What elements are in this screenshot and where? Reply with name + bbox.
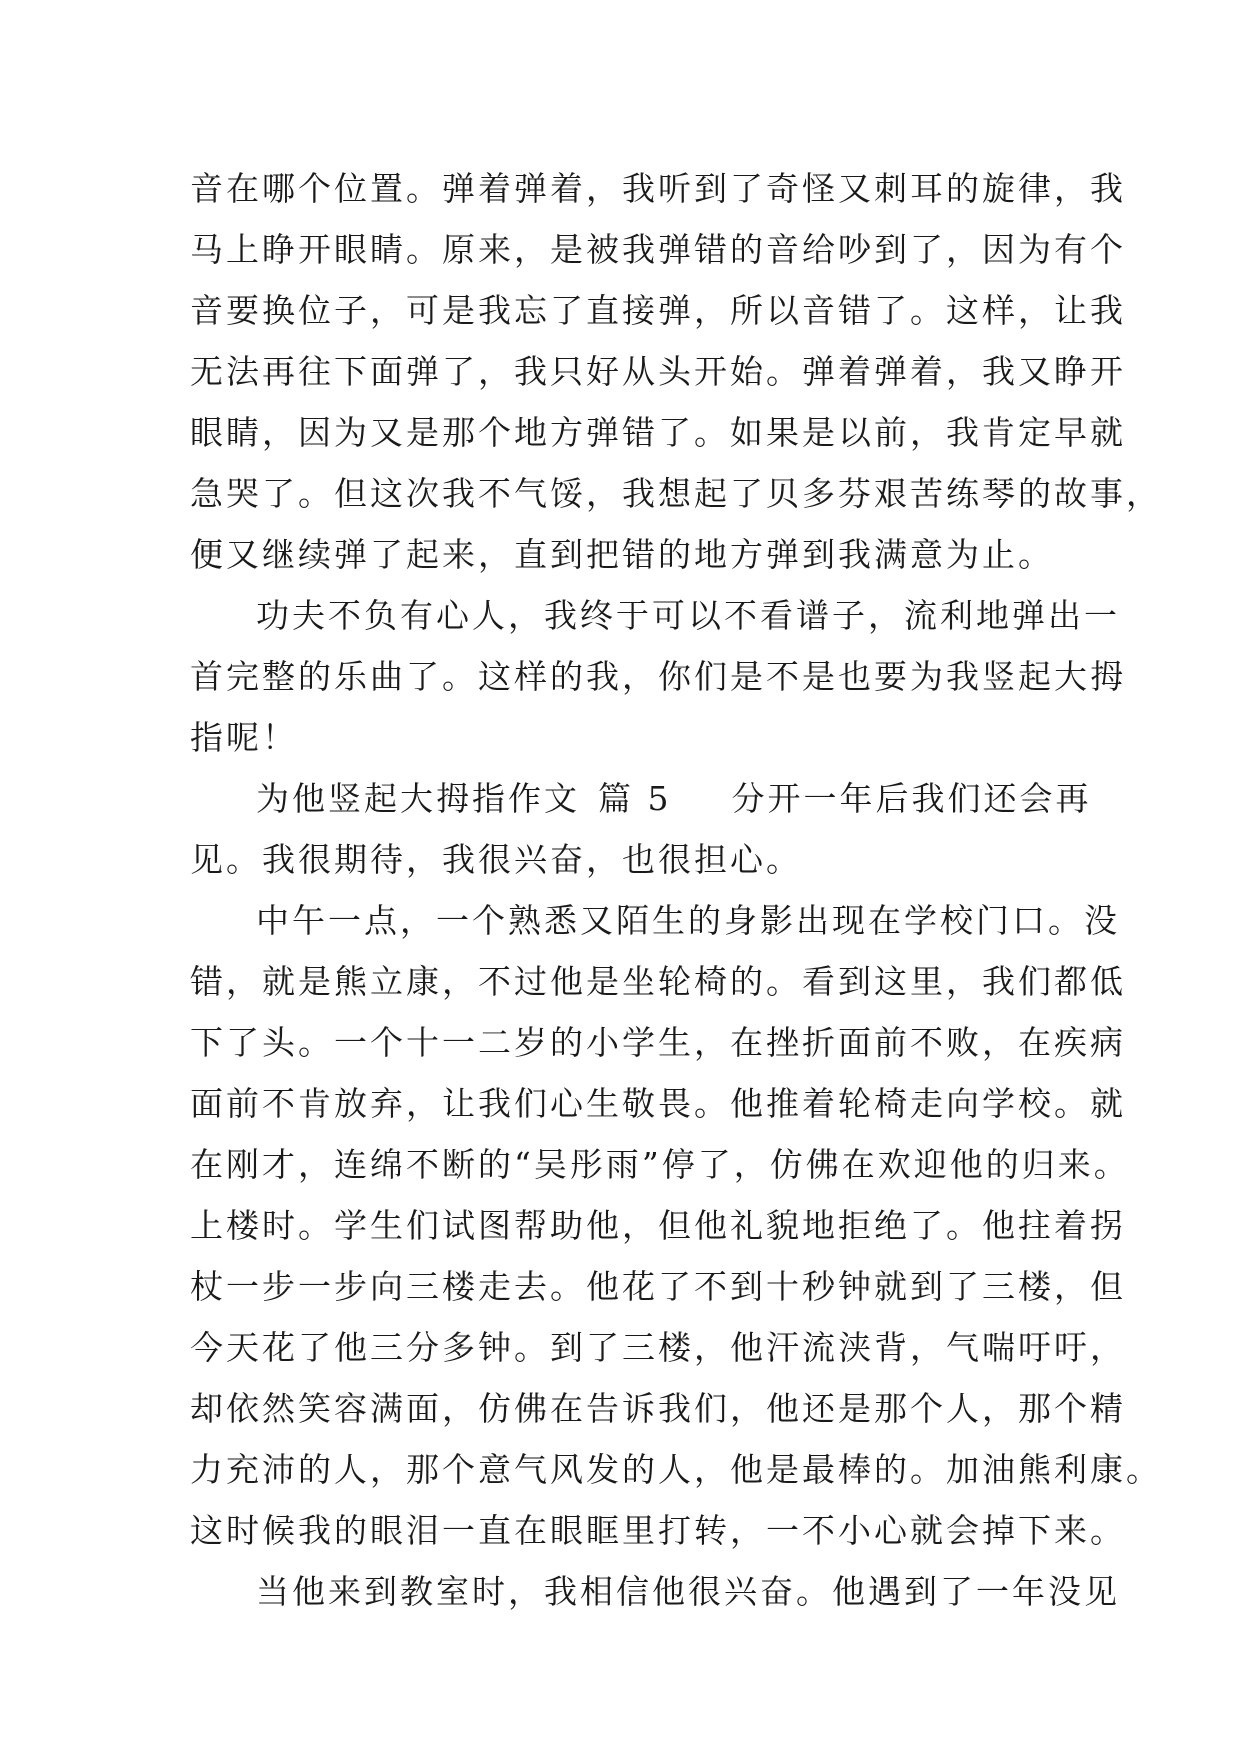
text-line: 音在哪个位置。弹着弹着，我听到了奇怪又刺耳的旋律，我 — [190, 169, 1126, 208]
text-line: 当他来到教室时，我相信他很兴奋。他遇到了一年没见 — [256, 1572, 1120, 1611]
text-line: 眼睛，因为又是那个地方弹错了。如果是以前，我肯定早就 — [190, 413, 1126, 452]
section-heading-line — [190, 768, 1092, 829]
article-title: 为他竖起大拇指作文 — [256, 779, 580, 818]
text-line: 上楼时。学生们试图帮助他，但他礼貌地拒绝了。他拄着拐 — [190, 1206, 1126, 1245]
heading-continuation: 分开一年后我们还会再 — [731, 779, 1092, 818]
text-line: 便又继续弹了起来，直到把错的地方弹到我满意为止。 — [190, 535, 1054, 574]
text-line: 首完整的乐曲了。这样的我，你们是不是也要为我竖起大拇 — [190, 657, 1126, 696]
text-line: 下了头。一个十一二岁的小学生，在挫折面前不败，在疾病 — [190, 1023, 1126, 1062]
body-text — [190, 158, 1162, 1622]
text-line: 面前不肯放弃，让我们心生敬畏。他推着轮椅走向学校。就 — [190, 1084, 1126, 1123]
text-line: 功夫不负有心人，我终于可以不看谱子，流利地弹出一 — [256, 596, 1120, 635]
text-line: 这时候我的眼泪一直在眼眶里打转，一不小心就会掉下来。 — [190, 1511, 1126, 1550]
text-line: 错，就是熊立康，不过他是坐轮椅的。看到这里，我们都低 — [190, 962, 1126, 1001]
text-line: 马上睁开眼睛。原来，是被我弹错的音给吵到了，因为有个 — [190, 230, 1126, 269]
text-line: 见。我很期待，我很兴奋，也很担心。 — [190, 840, 802, 879]
text-line: 杖一步一步向三楼走去。他花了不到十秒钟就到了三楼，但 — [190, 1267, 1126, 1306]
section-number: 篇 5 — [598, 779, 672, 818]
text-line: 音要换位子，可是我忘了直接弹，所以音错了。这样，让我 — [190, 291, 1126, 330]
text-line: 在刚才，连绵不断的“吴彤雨”停了，仿佛在欢迎他的归来。 — [190, 1145, 1130, 1184]
text-line: 无法再往下面弹了，我只好从头开始。弹着弹着，我又睁开 — [190, 352, 1126, 391]
text-line: 急哭了。但这次我不气馁，我想起了贝多芬艰苦练琴的故事， — [190, 474, 1162, 513]
text-line: 中午一点，一个熟悉又陌生的身影出现在学校门口。没 — [256, 901, 1120, 940]
text-line: 力充沛的人，那个意气风发的人，他是最棒的。加油熊利康。 — [190, 1450, 1162, 1489]
text-line: 却依然笑容满面，仿佛在告诉我们，他还是那个人，那个精 — [190, 1389, 1126, 1428]
text-line: 今天花了他三分多钟。到了三楼，他汗流浃背，气喘吁吁， — [190, 1328, 1126, 1367]
text-line: 指呢！ — [190, 718, 298, 757]
